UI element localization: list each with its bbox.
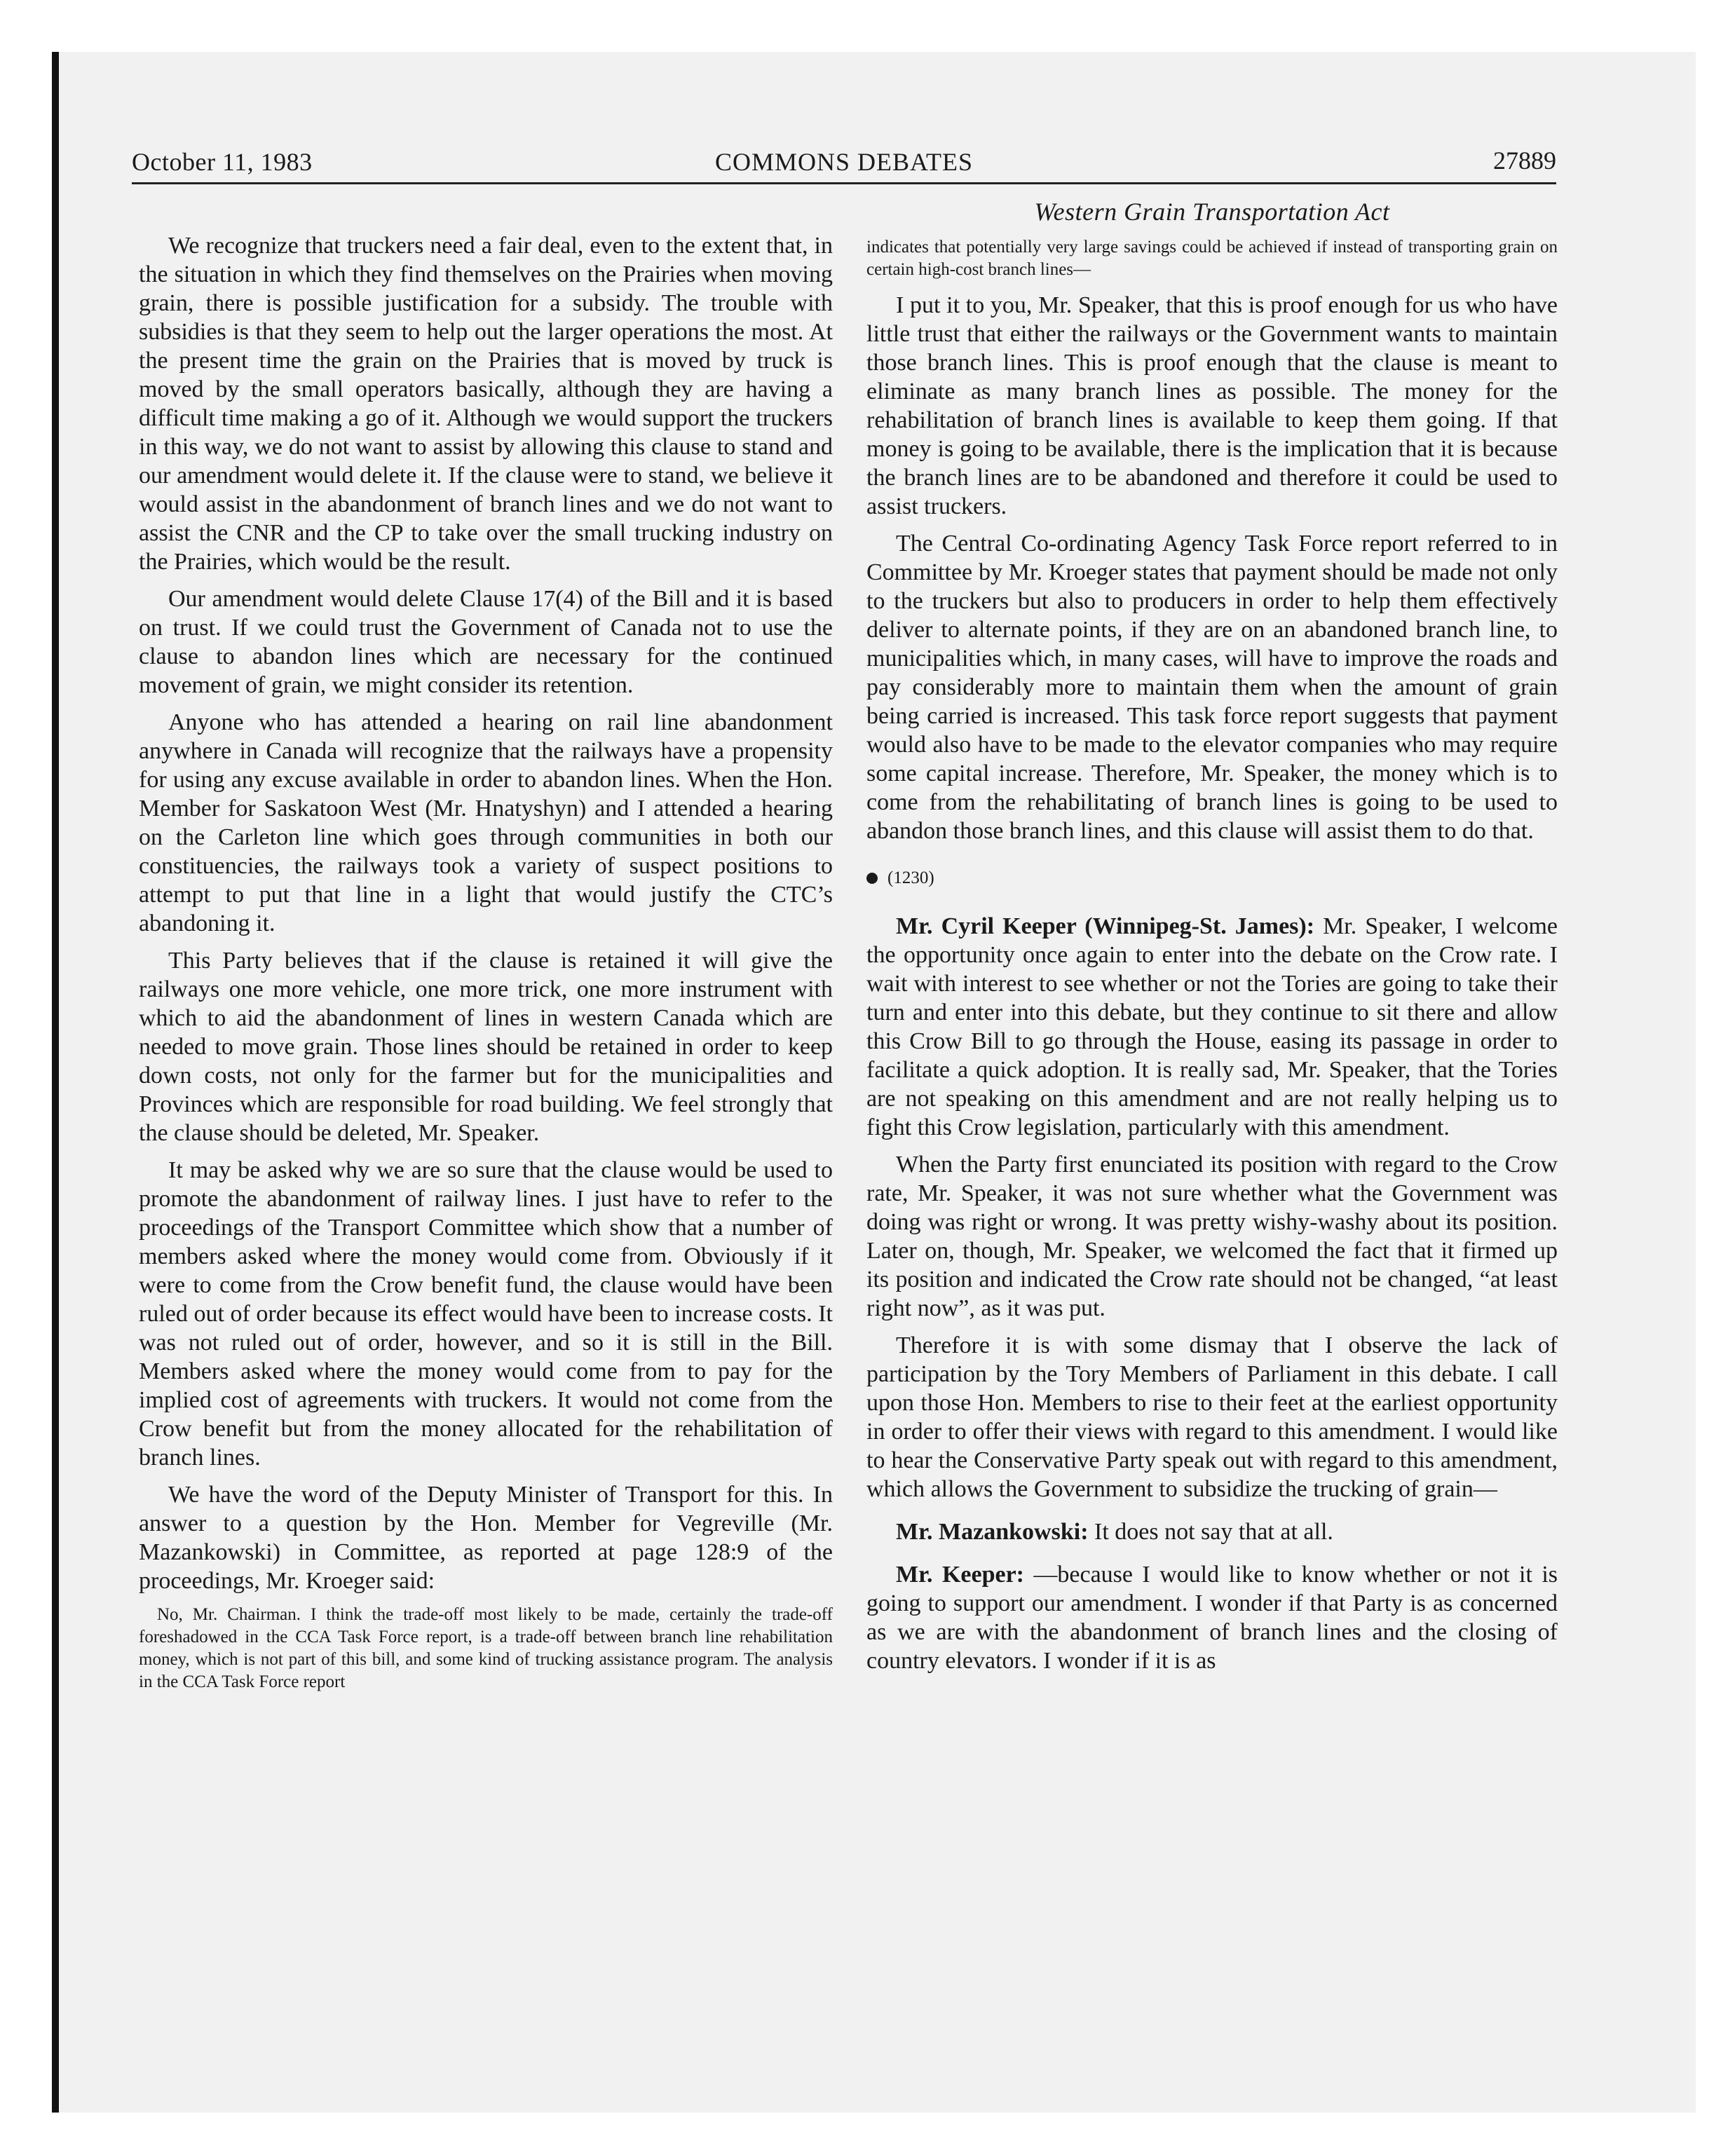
speech [866,1560,1558,1675]
block-quote: No, Mr. Chairman. I think the trade-off most likely to be made, certainly the trade-off foreshadowed in the CCA Task Force report, is a trade-off between branch line rehabilitation money, which is not part of this bill, and some kind of trucking assistance program. The analysis in the CCA Task Force report [139,1605,833,1691]
paragraph: Anyone who has attended a hearing on rail line abandonment anywhere in Canada will recognize that the railways have a propensity for using any excuse available in order to abandon lines. When the Hon. Member for Saskatoon West (Mr. Hnatyshyn) and I attended a hearing on the Carleton line which goes through communities in both our constituencies, the railways took a variety of suspect positions to attempt to put that line in a light that would justify the CTC’s abandoning it. [139,709,833,936]
left-column [139,231,833,1703]
timestamp-marker [866,864,1558,892]
header-date: October 11, 1983 [132,148,313,176]
paragraph: The Central Co-ordinating Agency Task Force report referred to in Committee by Mr. Kroeger states that payment should be made not only to the truckers but also to producers in order to help them effectively deliver to alternate points, if they are on an abandoned branch line, to municipalities which, in many cases, will have to improve the roads and pay considerably more to maintain them when the amount of grain being carried is increased. This task force report suggests that payment would also have to be made to the elevator companies who may require some capital increase. Therefore, Mr. Speaker, the money which is to come from the rehabilitating of branch lines is going to be used to abandon those branch lines, and this clause will assist them to do that. [866,531,1558,844]
speaker-name: Mr. Keeper: [896,1562,1024,1588]
speech-text: It does not say that at all. [1094,1519,1333,1545]
paragraph: This Party believes that if the clause is retained it will give the railways one more vehicle, one more trick, one more instrument with which to aid the abandonment of lines in western Canada which are needed to move grain. Those lines should be retained in order to keep down costs, not only for the farmer but for the municipalities and Provinces which are responsible for road building. We feel strongly that the clause should be deleted, Mr. Speaker. [139,948,833,1146]
paragraph: Therefore it is with some dismay that I observe the lack of participation by the Tory Members of Parliament in this debate. I call upon those Hon. Members to rise to their feet at the earliest opportunity in order to offer their views with regard to this amendment. I would like to hear the Conservative Party speak out with regard to this amendment, which allows the Government to subsidize the trucking of grain— [866,1332,1558,1502]
speech [866,1517,1558,1546]
page-header [132,146,1556,184]
speech [866,912,1558,1142]
paragraph: When the Party first enunciated its position with regard to the Crow rate, Mr. Speaker, it was not sure whether what the Government was doing was right or wrong. It was pretty wishy-washy about its position. Later on, though, Mr. Speaker, we welcomed the fact that it firmed up its position and indicated the Crow rate should not be changed, “at least right now”, as it was put. [866,1152,1558,1321]
paragraph: We recognize that truckers need a fair deal, even to the extent that, in the situation in which they find themselves on the Prairies when moving grain, there is possible justification for a subsidy. The trouble with subsidies is that they seem to help out the larger operations the most. At the present time the grain on the Prairies that is moved by truck is moved by the small operators basically, although they are having a difficult time making a go of it. Although we would support the truckers in this way, we do not want to assist by allowing this clause to stand and our amendment would delete it. If the clause were to stand, we believe it would assist in the abandonment of branch lines and we do not want to assist the CNR and the CP to take over the small trucking industry on the Prairies, which would be the result. [139,233,833,575]
paragraph: Our amendment would delete Clause 17(4) of the Bill and it is based on trust. If we could trust the Government of Canada not to use the clause to abandon lines which are necessary for the continued movement of grain, we might consider its retention. [139,586,833,698]
speaker-name: Mr. Cyril Keeper (Winnipeg-St. James): [896,913,1315,939]
header-title: COMMONS DEBATES [714,148,974,176]
paragraph: I put it to you, Mr. Speaker, that this is proof enough for us who have little trust that either the railways or the Government wants to maintain those branch lines. This is proof enough that the clause is meant to eliminate as many branch lines as possible. The money for the rehabilitation of branch lines is available to keep them going. If that money is going to be available, there is the implication that it is because the branch lines are to be abandoned and therefore it could be used to assist truckers. [866,292,1558,519]
timestamp-text: (1230) [887,868,934,887]
right-column [866,198,1558,1684]
speech-text: —because I would like to know whether or not it is going to support our amendment. I wonder if that Party is as concerned as we are with the abandonment of branch lines and the closing of country elevators. I wonder if it is as [866,1562,1558,1674]
bullet-icon [866,873,878,884]
speech-text: Mr. Speaker, I welcome the opportunity once again to enter into the debate on the Crow rate. I wait with interest to see whether or not the Tories are going to take their turn and enter into this debate, but they continue to sit there and allow this Crow Bill to go through the House, easing its passage in order to facilitate a quick adoption. It is really sad, Mr. Speaker, that the Tories are not speaking on this amendment and are not really helping us to fight this Crow legislation, particularly with this amendment. [866,913,1558,1140]
paragraph: It may be asked why we are so sure that the clause would be used to promote the abandonment of railway lines. I just have to refer to the proceedings of the Transport Committee which show that a number of members asked where the money would come from. Obviously if it were to come from the Crow benefit fund, the clause would have been ruled out of order because its effect would have been to increase costs. It was not ruled out of order, however, and so it is still in the Bill. Members asked where the money would come from to pay for the implied cost of agreements with truckers. It would not come from the Crow benefit but from the money allocated for the rehabilitation of branch lines. [139,1157,833,1471]
page-number: 27889 [1493,146,1556,175]
paragraph: We have the word of the Deputy Minister of Transport for this. In answer to a question by the Hon. Member for Vegreville (Mr. Mazankowski) in Committee, as reported at page 128:9 of the proceedings, Mr. Kroeger said: [139,1482,833,1594]
speaker-name: Mr. Mazankowski: [896,1519,1089,1545]
running-head: Western Grain Transportation Act [1034,198,1390,226]
block-quote-continued: indicates that potentially very large savings could be achieved if instead of transporting grain on certain high-cost branch lines— [866,238,1558,279]
